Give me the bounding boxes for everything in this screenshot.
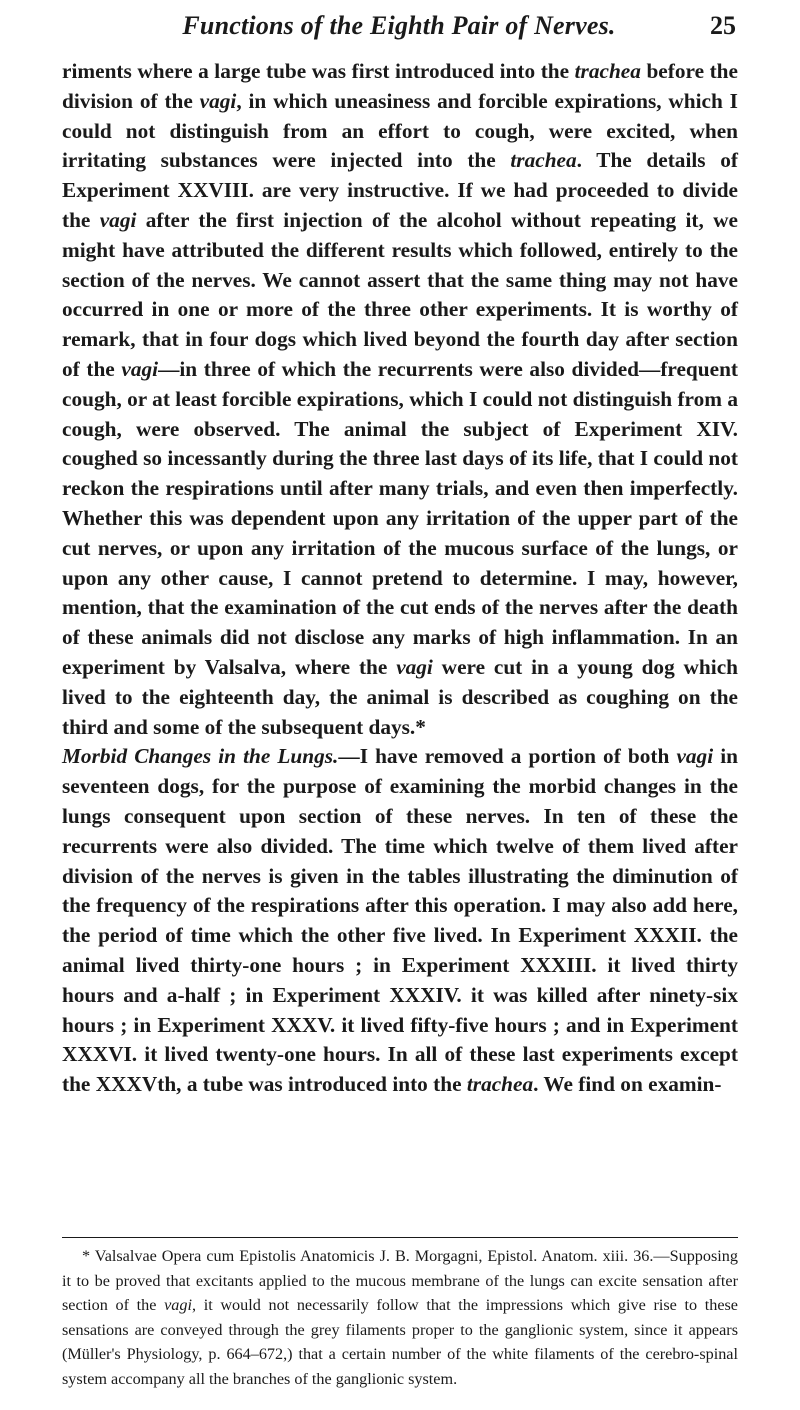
page-header bbox=[62, 6, 736, 46]
text-run: riments where a large tube was first introduced into the bbox=[62, 59, 575, 83]
italic-term: vagi bbox=[396, 654, 433, 679]
text-run: before the division of the bbox=[62, 59, 738, 113]
text-run: —in three of which the recurrents were also divided—frequent cough, or at least forcible expirations, which I could not distinguish from a cough, were observed. The animal the subject of Experiment XIV. coughed so incessantly during the three last days of its life, that I could not reckon the respirations until after many trials, and even then imperfectly. Whether this was dependent upon any irritation of the upper part of the cut nerves, or upon any irritation of the mucous surface of the lungs, or upon any other cause, I cannot pretend to determine. I may, however, mention, that the examination of the cut ends of the nerves after the death of these animals did not disclose any marks of high inflammation. In an experiment by Valsalva, where the bbox=[62, 356, 739, 679]
footnote-text: , it would not necessarily follow that the impressions which give rise to these sensations are conveyed through the grey filaments proper to the ganglionic system, since it appears (Müller's Physiology, p. 664–672,) that a certain number of the white filaments of the cerebro-spinal system accompany all the branches of the ganglionic system. bbox=[62, 1296, 738, 1388]
footnote bbox=[62, 1244, 738, 1392]
footnote-italic-term: vagi bbox=[164, 1296, 192, 1315]
footnote-text: Valsalvae Opera cum Epistolis Anatomicis J. B. Morgagni, Epistol. Anatom. xiii. 36.—Supposing it to be proved that excitants applied to the mucous membrane of the lungs can excite sensation after section of the bbox=[62, 1247, 738, 1315]
italic-term: vagi bbox=[676, 744, 714, 769]
footnote-divider bbox=[62, 1237, 738, 1238]
page-number: 25 bbox=[710, 11, 736, 40]
text-run: were cut in a young dog which lived to the eighteenth day, the animal is described as coughing on the third and some of the subsequent days.* bbox=[62, 654, 738, 739]
italic-term: trachea bbox=[510, 148, 577, 173]
text-run: . We find on examin- bbox=[533, 1072, 722, 1097]
paragraph-morbid-changes bbox=[62, 742, 738, 1100]
text-run: , in which uneasiness and forcible expirations, which I could not distinguish from an effort to cough, were excited, when irritating substances were injected into the bbox=[62, 88, 738, 173]
italic-term: trachea bbox=[574, 59, 641, 83]
text-run: after the first injection of the alcohol without repeating it, we might have attributed the different results which followed, entirely to the section of the nerves. We cannot assert that the same thing may not have occurred in one or more of the three other experiments. It is worthy of remark, that in four dogs which lived beyond the fourth day after section of the bbox=[62, 207, 738, 381]
section-heading: Morbid Changes in the Lungs. bbox=[62, 744, 339, 769]
footnote-mark: * bbox=[82, 1247, 95, 1265]
italic-term: vagi bbox=[99, 207, 137, 232]
text-run: in seventeen dogs, for the purpose of examining the morbid changes in the lungs consequent upon section of these nerves. In ten of these the recurrents were also divided. The time which twelve of them lived after division of the nerves is given in the tables illustrating the diminution of the frequency of the respirations after this operation. I may also add here, the period of time which the other five lived. In Experiment XXXII. the animal lived thirty-one hours ; in Experiment XXXIII. it lived thirty hours and a-half ; in Experiment XXXIV. it was killed after ninety-six hours ; in Experiment XXXV. it lived fifty-five hours ; and in Experiment XXXVI. it lived twenty-one hours. In all of these last experiments except the XXXVth, a tube was introduced into the bbox=[62, 744, 738, 1097]
italic-term: vagi bbox=[199, 88, 237, 113]
text-run: —I have removed a portion of both bbox=[338, 744, 677, 769]
body-text bbox=[62, 57, 738, 1100]
italic-term: trachea bbox=[466, 1072, 534, 1097]
italic-term: vagi bbox=[121, 356, 159, 381]
text-run: . The details of Experiment XXVIII. are very instructive. If we had proceeded to divide the bbox=[62, 148, 738, 232]
running-head: Functions of the Eighth Pair of Nerves. bbox=[182, 11, 616, 40]
paragraph-continued bbox=[62, 57, 738, 742]
